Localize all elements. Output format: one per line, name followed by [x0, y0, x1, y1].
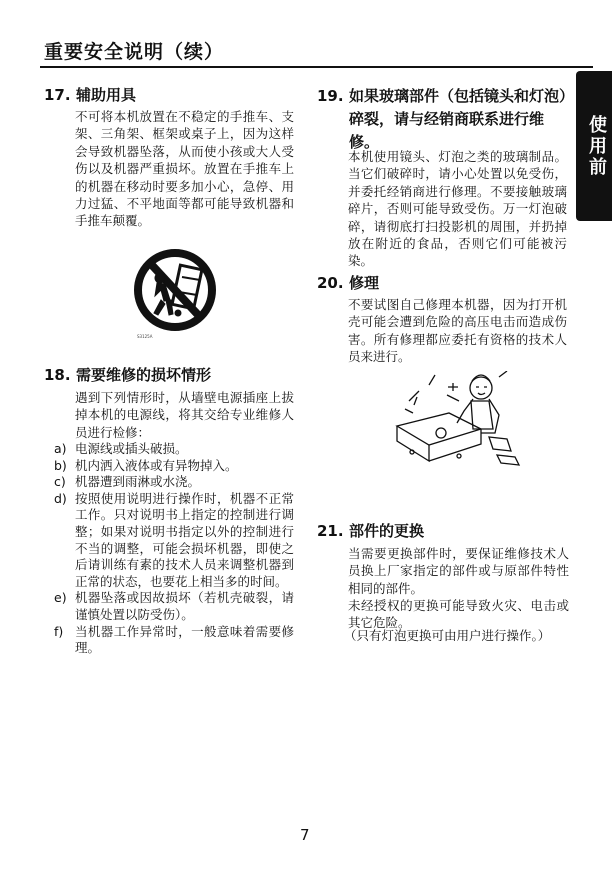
list-item-mark: f): [54, 623, 64, 639]
section-20-heading: 修理: [349, 274, 380, 292]
cart-warning-figure: [134, 240, 216, 342]
damage-conditions-list: [54, 441, 294, 657]
section-17-title: [44, 84, 294, 107]
section-18-title: [44, 364, 294, 387]
list-item: [54, 624, 294, 657]
page-title: 重要安全说明（续）: [44, 41, 225, 63]
list-item: [54, 458, 294, 475]
list-item-mark: b): [54, 457, 67, 473]
section-19-body: 本机使用镜头、灯泡之类的玻璃制品。当它们破碎时，请小心处置以免受伤，并委托经销商进行修理。不要接触玻璃碎片，否则可能导致受伤。万一灯泡破碎，请彻底打扫投影机的周围，并扔掉放在附近的食品，否则它们可能被污染。: [348, 149, 567, 269]
list-item-mark: a): [54, 441, 67, 456]
section-18-intro: 遇到下列情形时，从墙壁电源插座上拔掉本机的电源线，将其交给专业维修人员进行检修：: [75, 390, 294, 440]
repair-illustration: [389, 371, 522, 473]
section-19-title: [317, 85, 571, 154]
list-item: [54, 441, 294, 458]
title-rule: [40, 66, 593, 68]
section-20-number: 20.: [317, 274, 344, 292]
section-20-title: [317, 272, 571, 295]
list-item-mark: d): [54, 490, 67, 506]
list-item-text: 机器坠落或因故损坏（若机壳破裂，请谨慎处置以防受伤）。: [75, 590, 294, 622]
section-17-body: 不可将本机放置在不稳定的手推车、支架、三角架、框架或桌子上，因为这样会导致机器坠落，从而使小孩或大人受伤以及机器严重损坏。放置在手推车上的机器在移动时要多加小心，急停、用力过猛、不平地面等都可能导致机器和手推车颠覆。: [75, 109, 294, 229]
no-cart-tipping-icon: [134, 240, 216, 342]
list-item-text: 电源线或插头破损。: [75, 441, 188, 456]
side-tab: [576, 71, 612, 221]
side-tab-label: 使用前: [586, 115, 607, 178]
technician-repair-icon: [389, 371, 522, 473]
section-21-body: 当需要更换部件时，要保证维修技术人员换上厂家指定的部件或与原部件特性相同的部件。: [348, 546, 569, 596]
list-item-text: 当机器工作异常时，一般意味着需要修理。: [75, 623, 294, 656]
list-item-mark: e): [54, 590, 67, 606]
list-item-text: 机内洒入液体或有异物掉入。: [75, 457, 238, 473]
figure-code: S3125A: [137, 334, 153, 339]
section-21-body-2: 未经授权的更换可能导致火灾、电击或其它危险。: [348, 598, 569, 631]
section-21-note: （只有灯泡更换可由用户进行操作。）: [344, 628, 551, 643]
section-19-number: 19.: [317, 87, 344, 105]
section-18-heading: 需要维修的损坏情形: [76, 366, 212, 384]
list-item-mark: c): [54, 474, 66, 490]
list-item: [54, 491, 294, 591]
list-item: [54, 474, 294, 491]
section-21-heading: 部件的更换: [349, 522, 425, 540]
list-item-text: 按照使用说明进行操作时，机器不正常工作。只对说明书上指定的控制进行调整；如果对说明书指定以外的控制进行不当的调整，可能会损坏机器，即使之后请训练有素的技术人员来调整机器到正常的状态，也要花上相当多的时间。: [75, 490, 294, 589]
section-19-heading: 如果玻璃部件（包括镜头和灯泡）碎裂，请与经销商联系进行维修。: [349, 87, 567, 151]
section-18-number: 18.: [44, 366, 71, 384]
section-21-title: [317, 520, 571, 543]
list-item-text: 机器遭到雨淋或水浇。: [75, 474, 201, 490]
section-20-body: 不要试图自己修理本机器，因为打开机壳可能会遭到危险的高压电击而造成伤害。所有修理都应委托有资格的技术人员来进行。: [348, 297, 567, 365]
page-number: 7: [300, 826, 310, 844]
section-17-heading: 辅助用具: [76, 86, 137, 104]
section-17-number: 17.: [44, 86, 71, 104]
section-21-number: 21.: [317, 522, 344, 540]
list-item: [54, 590, 294, 623]
